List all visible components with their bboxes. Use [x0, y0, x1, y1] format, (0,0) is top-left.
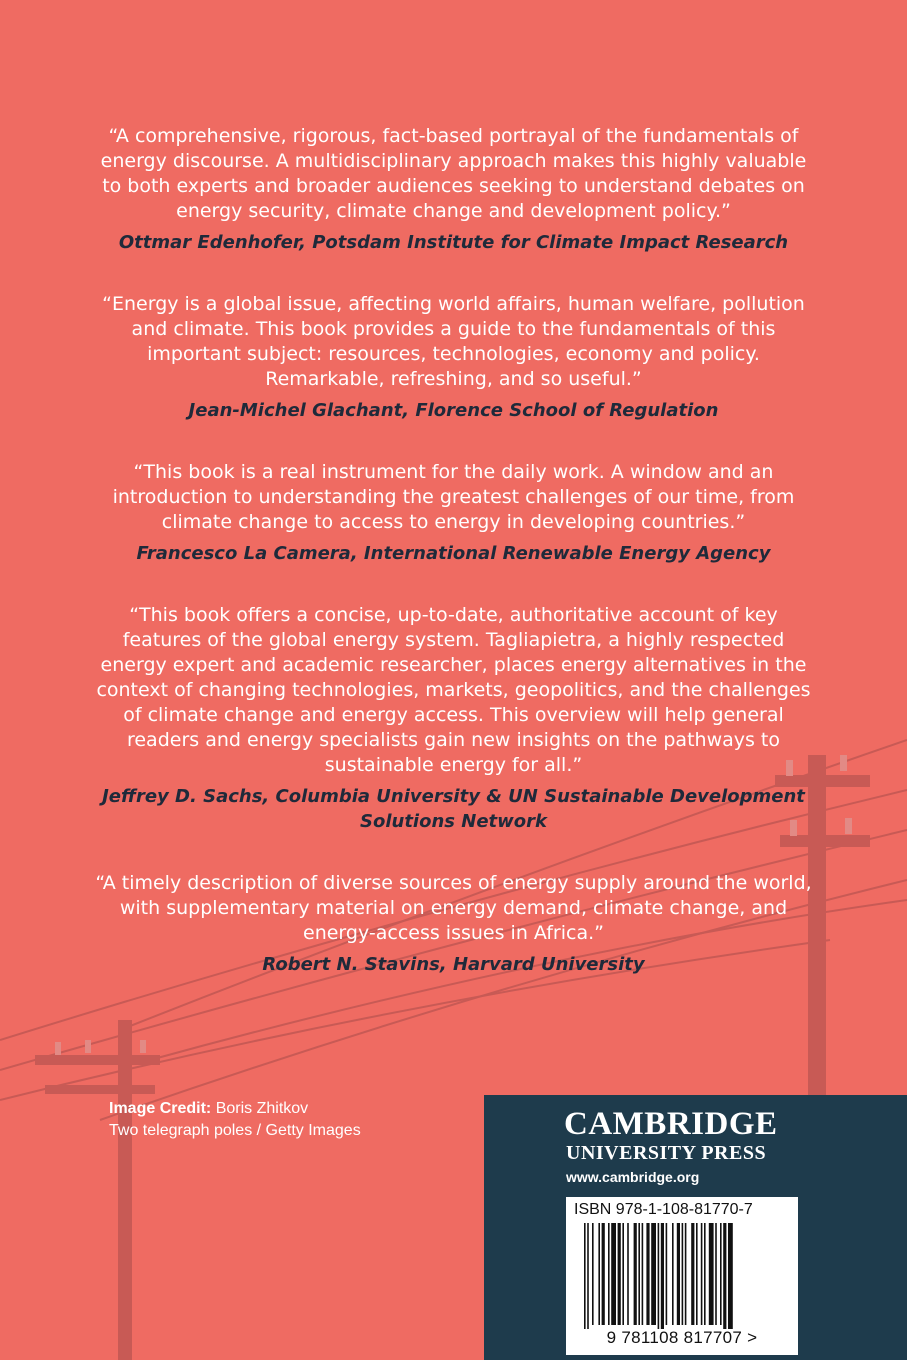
- publisher-panel: [484, 1095, 907, 1360]
- endorsement-text: “A comprehensive, rigorous, fact-based portrayal of the fundamentals of energy discourse. A multidisciplinary approach makes this highly valuable to both experts and broader audiences seeking to understand debates on energy security, climate change and development policy.”: [100, 125, 807, 222]
- endorsement-text: “Energy is a global issue, affecting world affairs, human welfare, pollution and climate. This book provides a guide to the fundamentals of this important subject: resources, technologies, economy and policy. Remarkable, refreshing, and so useful.”: [102, 293, 805, 390]
- image-credit-name: Boris Zhitkov: [215, 1100, 309, 1117]
- image-credit-label: Image Credit:: [109, 1100, 212, 1117]
- endorsement-author: Francesco La Camera, International Renewable Energy Agency: [136, 543, 771, 564]
- endorsement-text: “This book offers a concise, up-to-date, authoritative account of key features of the global energy system. Tagliapietra, a highly respected energy expert and academic researcher, places energy alternatives in the context of changing technologies, markets, geopolitics, and the challenges of climate change and energy access. This overview will help general readers and energy specialists gain new insights on the pathways to sustainable energy for all.”: [96, 604, 811, 776]
- endorsement-author: Ottmar Edenhofer, Potsdam Institute for Climate Impact Research: [118, 232, 789, 253]
- publisher-name: CAMBRIDGE: [564, 1106, 778, 1142]
- endorsement-1: [90, 124, 817, 255]
- endorsements: [90, 124, 817, 1014]
- endorsement-author: Jeffrey D. Sachs, Columbia University & UN Sustainable Development Solutions Network: [102, 786, 805, 832]
- endorsement-4: [90, 603, 817, 834]
- endorsement-author: Jean-Michel Glachant, Florence School of Regulation: [188, 400, 719, 421]
- publisher-subtitle: UNIVERSITY PRESS: [566, 1142, 767, 1164]
- publisher-url: www.cambridge.org: [566, 1169, 700, 1185]
- barcode: [566, 1197, 798, 1355]
- barcode-bars: [566, 1197, 798, 1329]
- endorsement-2: [90, 292, 817, 423]
- endorsement-text: “This book is a real instrument for the daily work. A window and an introduction to understanding the greatest challenges of our time, from climate change to access to energy in developing countries.”: [112, 461, 795, 533]
- endorsement-3: [90, 460, 817, 566]
- endorsement-5: [90, 871, 817, 977]
- endorsement-text: “A timely description of diverse sources of energy supply around the world, with supplementary material on energy demand, climate change, and energy-access issues in Africa.”: [95, 872, 812, 944]
- endorsement-author: Robert N. Stavins, Harvard University: [262, 954, 645, 975]
- image-credit-source: Two telegraph poles / Getty Images: [109, 1122, 361, 1139]
- barcode-digits: 9 781108 817707 >: [606, 1328, 758, 1347]
- isbn-number: ISBN 978-1-108-81770-7: [574, 1201, 753, 1218]
- image-credit: [109, 1098, 361, 1142]
